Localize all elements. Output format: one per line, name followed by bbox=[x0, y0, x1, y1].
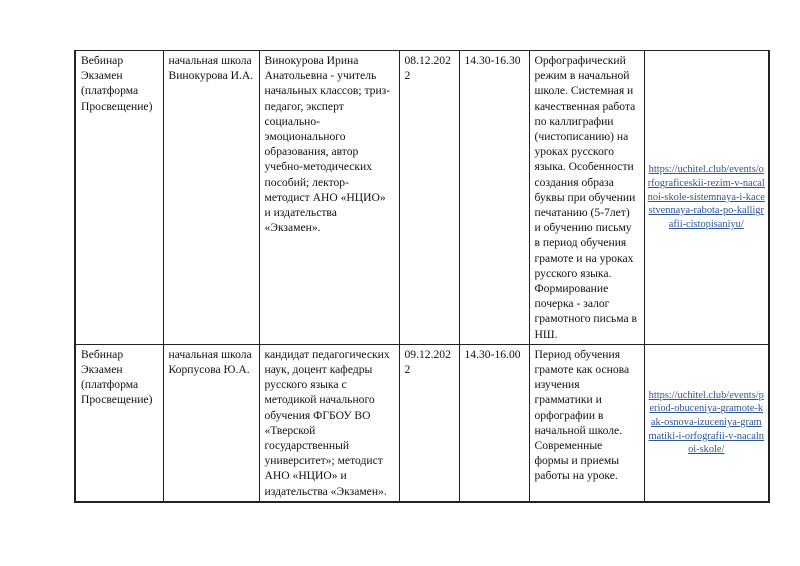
events-table bbox=[74, 50, 770, 503]
speaker-cell: кандидат педагогических наук, доцент кафедры русского языка с методикой начального обучения ФГБОУ ВО «Тверской государственный университет»; методист АНО «НЦИО» и издательства «Экзамен». bbox=[259, 344, 399, 502]
time-cell: 14.30-16.30 bbox=[459, 51, 529, 345]
table-row bbox=[75, 344, 769, 502]
event-link[interactable]: https://uchitel.club/events/orfograficeskii-rezim-v-nacalnoi-skole-sistemnaya-i-kacestvennaya-rabota-po-kalligrafii-cistopisaniyu/ bbox=[647, 164, 765, 230]
link-cell bbox=[644, 344, 769, 502]
topic-cell: Период обучения грамоте как основа изучения грамматики и орфографии в начальной школе. Современные формы и приемы работы на уроке. bbox=[529, 344, 644, 502]
table-row bbox=[75, 51, 769, 345]
audience-cell: начальная школа Корпусова Ю.А. bbox=[163, 344, 259, 502]
date-cell: 09.12.2022 bbox=[399, 344, 459, 502]
speaker-cell: Винокурова Ирина Анатольевна - учитель начальных классов; триз-педагог, эксперт социально-эмоционального образования, автор учебно-методических пособий; лектор-методист АНО «НЦИО» и издательства «Экзамен». bbox=[259, 51, 399, 345]
event-link[interactable]: https://uchitel.club/events/period-obuceniya-gramote-kak-osnova-izuceniya-grammatiki-i-orfografii-v-nacalnoi-skole/ bbox=[648, 389, 764, 456]
link-cell bbox=[644, 51, 769, 345]
audience-cell: начальная школа Винокурова И.А. bbox=[163, 51, 259, 345]
date-cell: 08.12.2022 bbox=[399, 51, 459, 345]
event-format-cell: Вебинар Экзамен (платформа Просвещение) bbox=[75, 344, 163, 502]
time-cell: 14.30-16.00 bbox=[459, 344, 529, 502]
topic-cell: Орфографический режим в начальной школе. Системная и качественная работа по каллиграфии (чистописанию) на уроках русского языка. Особенности создания образа буквы при обучении печатанию (5-7лет) и обучению письму в период обучения грамоте и на уроках русского языка. Формирование почерка - залог грамотного письма в НШ. bbox=[529, 51, 644, 345]
event-format-cell: Вебинар Экзамен (платформа Просвещение) bbox=[75, 51, 163, 345]
